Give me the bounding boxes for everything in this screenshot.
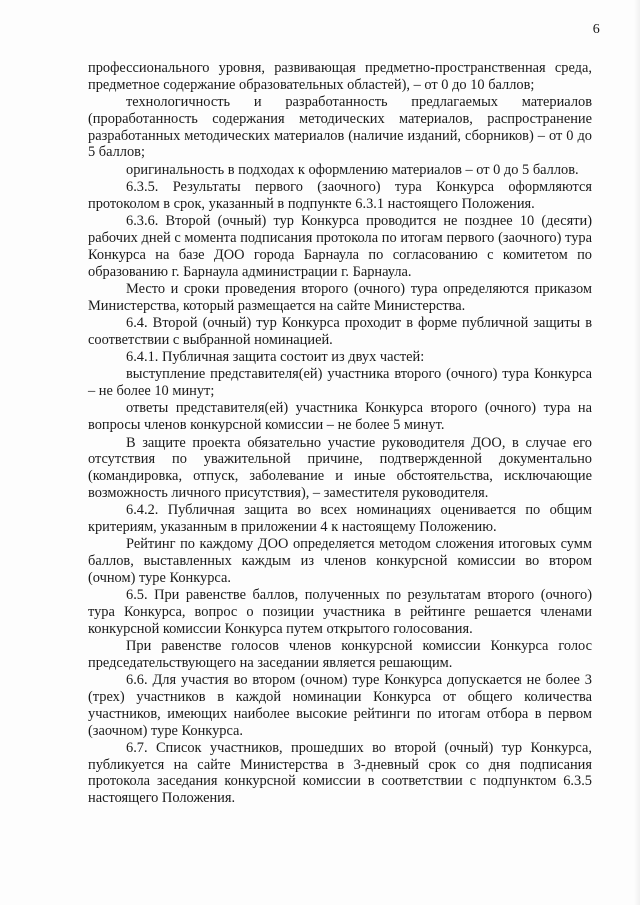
paragraph-6-4: 6.4. Второй (очный) тур Конкурса проходит в форме публичной защиты в соответствии с выбранной номинацией.	[88, 314, 592, 348]
paragraph-casting-vote: При равенстве голосов членов конкурсной комиссии Конкурса голос председательствующего на заседании является решающим.	[88, 638, 592, 671]
paragraph-venue-and-dates: Место и сроки проведения второго (очного) тура определяются приказом Министерства, который размещается на сайте Министерства.	[88, 280, 592, 314]
document-body	[88, 60, 592, 808]
paragraph-rating-method: Рейтинг по каждому ДОО определяется методом сложения итоговых сумм баллов, выставленных каждым из членов конкурсной комиссии во втором (очном) туре Конкурса.	[88, 536, 592, 586]
paragraph-criteria-environment: профессионального уровня, развивающая предметно-пространственная среда, предметное содержание образовательных областей), – от 0 до 10 баллов;	[88, 60, 592, 93]
paragraph-6-6: 6.6. Для участия во втором (очном) туре Конкурса допускается не более 3 (трех) участников в каждой номинации Конкурса от общего количества участников, имеющих наиболее высокие рейтинги по итогам отбора в первом (заочном) туре Конкурса.	[88, 672, 592, 739]
paragraph-6-4-2: 6.4.2. Публичная защита во всех номинациях оценивается по общим критериям, указанным в приложении 4 к настоящему Положению.	[88, 502, 592, 536]
paragraph-6-7: 6.7. Список участников, прошедших во второй (очный) тур Конкурса, публикуется на сайте Министерства в 3-дневный срок со дня подписания протокола заседания конкурсной комиссии в соответствии с подпунктом 6.3.5 настоящего Положения.	[88, 739, 592, 807]
page-number: 6	[592, 22, 600, 37]
paragraph-6-5: 6.5. При равенстве баллов, полученных по результатам второго (очного) тура Конкурса, вопрос о позиции участника в рейтинге решается членами конкурсной комиссии Конкурса путем открытого голосования.	[88, 587, 592, 637]
paragraph-criteria-technology: технологичность и разработанность предлагаемых материалов (проработанность содержания методических материалов, распространение разработанных методических материалов (наличие изданий, сборников) – от 0 до 5 баллов;	[88, 94, 592, 161]
paragraph-6-3-5: 6.3.5. Результаты первого (заочного) тура Конкурса оформляются протоколом в срок, указанный в подпункте 6.3.1 настоящего Положения.	[88, 179, 592, 212]
paragraph-criteria-originality: оригинальность в подходах к оформлению материалов – от 0 до 5 баллов.	[126, 161, 579, 178]
paragraph-head-participation: В защите проекта обязательно участие руководителя ДОО, в случае его отсутствия по уважительной причине, подтвержденной документально (командировка, отпуск, заболевание и иные обстоятельства, исключающие возможность личного присутствия), – заместителя руководителя.	[88, 434, 592, 501]
paragraph-6-3-6: 6.3.6. Второй (очный) тур Конкурса проводится не позднее 10 (десяти) рабочих дней с момента подписания протокола по итогам первого (заочного) тура Конкурса на базе ДОО города Барнаула по согласованию с комитетом по образованию г. Барнаула администрации г. Барнаула.	[88, 213, 592, 280]
paragraph-presentation-limit: выступление представителя(ей) участника второго (очного) тура Конкурса – не более 10 минут;	[88, 366, 592, 400]
scan-edge-shadow	[634, 0, 640, 905]
paragraph-answers-limit: ответы представителя(ей) участника Конкурса второго (очного) тура на вопросы членов конкурсной комиссии – не более 5 минут.	[88, 400, 592, 434]
paragraph-6-4-1: 6.4.1. Публичная защита состоит из двух частей:	[126, 349, 425, 366]
